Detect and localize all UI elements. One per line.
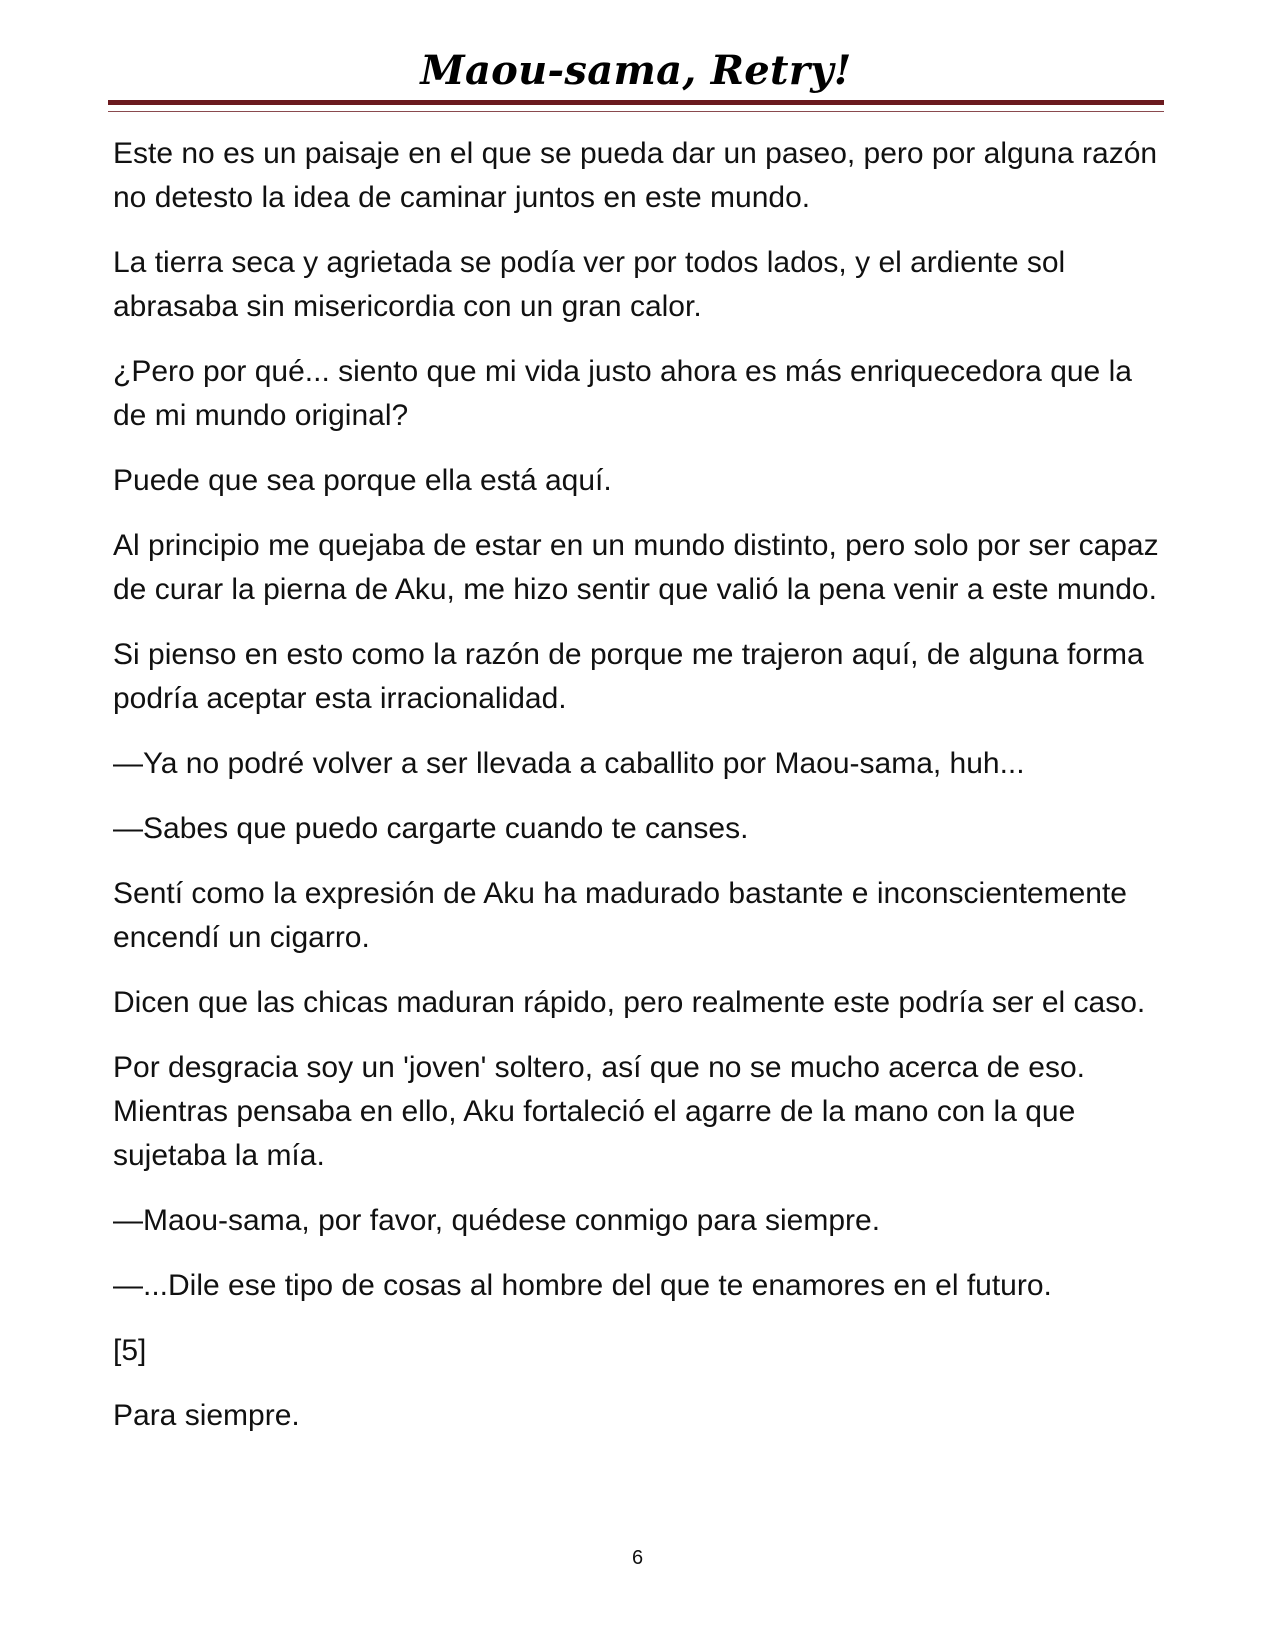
- paragraph: Para siempre.: [113, 1399, 300, 1432]
- paragraph: ¿Pero por qué... siento que mi vida justo ahora es más enriquecedora que la de mi mundo original?: [113, 355, 1132, 432]
- paragraph: —Maou-sama, por favor, quédese conmigo para siempre.: [113, 1204, 881, 1237]
- paragraph: —Ya no podré volver a ser llevada a caballito por Maou-sama, huh...: [113, 747, 1025, 780]
- paragraph: Este no es un paisaje en el que se pueda dar un paseo, pero por alguna razón no detesto la idea de caminar juntos en este mundo.: [113, 137, 1158, 214]
- paragraph: Puede que sea porque ella está aquí.: [113, 464, 612, 497]
- paragraph: Sentí como la expresión de Aku ha madurado bastante e inconscientemente encendí un cigarro.: [113, 877, 1127, 954]
- paragraph: —...Dile ese tipo de cosas al hombre del que te enamores en el futuro.: [113, 1269, 1052, 1302]
- header-divider: [108, 100, 1164, 112]
- footnote-marker: [5]: [113, 1334, 147, 1367]
- page-number: 6: [631, 1547, 644, 1569]
- paragraph: —Sabes que puedo cargarte cuando te canses.: [113, 812, 749, 845]
- paragraph: Dicen que las chicas maduran rápido, pero realmente este podría ser el caso.: [113, 986, 1146, 1019]
- paragraph: Si pienso en esto como la razón de porque me trajeron aquí, de alguna forma podría aceptar esta irracionalidad.: [113, 638, 1144, 715]
- paragraph: Por desgracia soy un 'joven' soltero, así que no se mucho acerca de eso. Mientras pensaba en ello, Aku fortaleció el agarre de la mano con la que sujetaba la mía.: [113, 1051, 1086, 1172]
- body-text: [113, 132, 1165, 1459]
- header-title: Maou-sama, Retry!: [420, 47, 852, 94]
- paragraph: La tierra seca y agrietada se podía ver por todos lados, y el ardiente sol abrasaba sin misericordia con un gran calor.: [113, 246, 1066, 323]
- page-header: [108, 42, 1164, 100]
- paragraph: Al principio me quejaba de estar en un mundo distinto, pero solo por ser capaz de curar la pierna de Aku, me hizo sentir que valió la pena venir a este mundo.: [113, 529, 1159, 606]
